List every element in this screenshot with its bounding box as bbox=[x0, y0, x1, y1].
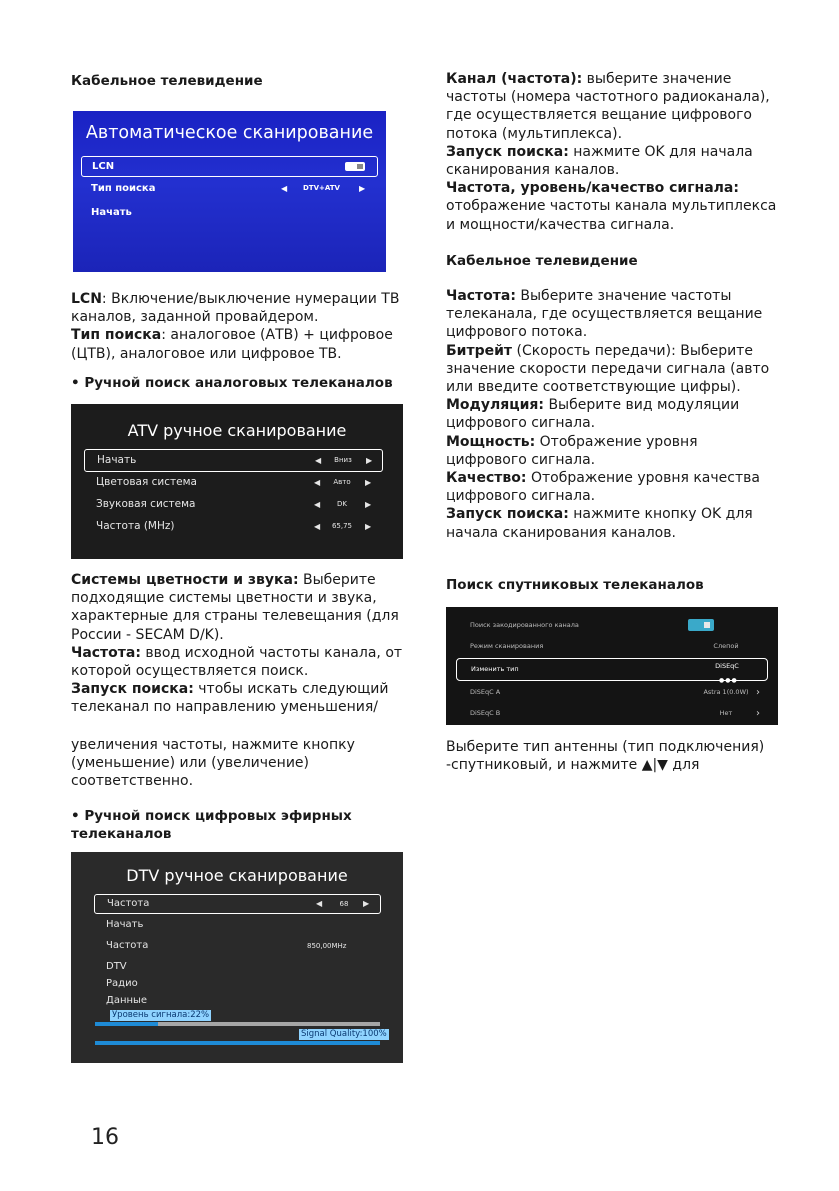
paragraph-lcn bbox=[71, 290, 411, 363]
menu-row-frequency bbox=[94, 937, 381, 955]
row-label: Частота bbox=[106, 940, 149, 951]
paragraph-antenna-type: Выберите тип антенны (тип подключения) -спутниковый, и нажмите ▲|▼ для bbox=[446, 739, 765, 774]
signal-quality-bar bbox=[95, 1041, 380, 1045]
row-value: 68 bbox=[339, 900, 349, 908]
row-label: LCN bbox=[92, 161, 115, 172]
row-label: Режим сканирования bbox=[470, 642, 544, 650]
row-label: DiSEqC B bbox=[470, 709, 501, 717]
menu-row-diseqc-b[interactable] bbox=[456, 703, 768, 724]
menu-row-scan-mode[interactable] bbox=[456, 636, 768, 657]
definition: (Скорость передачи): Выберите значение скорости передачи сигнала (авто или введите соответствующие цифры). bbox=[446, 342, 770, 396]
toggle-switch[interactable] bbox=[688, 619, 714, 631]
row-value: Авто bbox=[333, 478, 351, 486]
row-value: DTV+ATV bbox=[303, 184, 340, 192]
arrow-left-icon[interactable]: ◀ bbox=[314, 522, 321, 531]
definition: чтобы искать следующий телеканал по направлению уменьшения/ bbox=[71, 681, 389, 716]
chevron-right-icon[interactable]: › bbox=[756, 687, 760, 698]
term: Частота: bbox=[71, 644, 141, 661]
signal-quality-fill bbox=[95, 1041, 380, 1045]
menu-row-lcn[interactable] bbox=[81, 156, 378, 177]
arrow-left-icon[interactable]: ◀ bbox=[314, 478, 321, 487]
arrow-left-icon[interactable]: ◀ bbox=[316, 899, 323, 908]
signal-level-label: Уровень сигнала:22% bbox=[112, 1010, 210, 1020]
heading-manual-analog: • Ручной поиск аналоговых телеканалов bbox=[71, 375, 393, 391]
menu-row-start[interactable] bbox=[84, 449, 383, 472]
term: LCN bbox=[71, 291, 102, 307]
row-label: Тип поиска bbox=[91, 183, 156, 194]
row-value: Слепой bbox=[713, 642, 739, 650]
row-value: 65,75 bbox=[331, 522, 353, 530]
row-label: Данные bbox=[106, 995, 148, 1006]
term: Частота: bbox=[446, 288, 516, 304]
arrow-right-icon[interactable]: ▶ bbox=[365, 522, 372, 531]
chevron-right-icon[interactable]: › bbox=[756, 708, 760, 719]
heading-manual-digital: • Ручной поиск цифровых эфирных телеканалов bbox=[71, 808, 352, 842]
term: Канал (частота): bbox=[446, 71, 583, 87]
term: Модуляция: bbox=[446, 397, 544, 414]
row-label: Начать bbox=[106, 919, 144, 930]
row-label: Начать bbox=[91, 207, 132, 218]
row-label: Частота (MHz) bbox=[96, 520, 175, 532]
heading-cable-tv-right: Кабельное телевидение bbox=[446, 253, 638, 269]
screenshot-auto-scan bbox=[73, 111, 386, 272]
definition: Выберите вид модуляции цифрового сигнала. bbox=[446, 397, 740, 432]
screenshot-satellite-scan bbox=[446, 607, 778, 725]
definition: Выберите подходящие системы цветности и звука, характерные для страны телевещания (для России - SECAM D/K). bbox=[71, 572, 399, 643]
screenshot-atv-scan bbox=[71, 404, 403, 559]
arrow-right-icon[interactable]: ▶ bbox=[365, 478, 372, 487]
definition: нажмите OK для начала сканирования каналов. bbox=[446, 143, 753, 179]
row-value: 850,00MHz bbox=[307, 942, 347, 950]
definition: Отображение уровня цифрового сигнала. bbox=[446, 433, 698, 468]
row-value: DiSEqC bbox=[715, 662, 739, 670]
screen-title: Автоматическое сканирование bbox=[85, 123, 374, 143]
term: Запуск поиска: bbox=[71, 681, 194, 698]
row-value: Нет bbox=[719, 709, 733, 717]
definition: выберите значение частоты (номера частотного радиоканала), где осуществляется вещание цифрового потока (мультиплекса). bbox=[446, 71, 770, 142]
definition: отображение частоты канала мультиплекса и мощности/качества сигнала. bbox=[446, 198, 777, 233]
menu-row-start[interactable] bbox=[94, 916, 381, 934]
menu-row-change-type[interactable] bbox=[456, 658, 768, 684]
signal-quality-label: Signal Quality:100% bbox=[301, 1029, 387, 1039]
row-label: DiSEqC A bbox=[470, 688, 501, 696]
menu-row-search-type[interactable] bbox=[81, 179, 378, 198]
menu-row-data bbox=[94, 992, 381, 1010]
term: Запуск поиска: bbox=[446, 506, 569, 523]
term: Тип поиска bbox=[71, 327, 162, 344]
menu-row-radio bbox=[94, 975, 381, 993]
term: Битрейт bbox=[446, 342, 513, 359]
arrow-left-icon[interactable]: ◀ bbox=[281, 184, 288, 193]
row-value: DK bbox=[337, 500, 347, 508]
menu-row-frequency[interactable] bbox=[84, 516, 383, 537]
menu-row-color-system[interactable] bbox=[84, 472, 383, 493]
menu-row-diseqc-a[interactable] bbox=[456, 682, 768, 703]
row-label: Звуковая система bbox=[96, 498, 196, 510]
row-label: Изменить тип bbox=[471, 665, 519, 673]
arrow-right-icon[interactable]: ▶ bbox=[365, 500, 372, 509]
heading-satellite: Поиск спутниковых телеканалов bbox=[446, 577, 704, 593]
definition: ввод исходной частоты канала, от которой осуществляется поиск. bbox=[71, 644, 403, 680]
row-label: DTV bbox=[106, 961, 127, 972]
paragraph-cable-settings bbox=[446, 287, 781, 542]
page-number: 16 bbox=[91, 1125, 119, 1150]
row-label: Начать bbox=[97, 454, 137, 466]
definition: Выберите значение частоты телеканала, где осуществляется вещание цифрового потока. bbox=[446, 288, 763, 341]
term: Запуск поиска: bbox=[446, 143, 569, 160]
menu-row-encrypted[interactable] bbox=[456, 615, 768, 636]
definition: Отображение уровня качества цифрового сигнала. bbox=[446, 470, 760, 505]
definition: : аналоговое (АТВ) + цифровое (ЦТВ), аналоговое или цифровое ТВ. bbox=[71, 327, 393, 362]
toggle-switch[interactable] bbox=[345, 162, 365, 171]
menu-row-dtv bbox=[94, 958, 381, 976]
term: Системы цветности и звука: bbox=[71, 572, 299, 588]
arrow-right-icon[interactable]: ▶ bbox=[366, 456, 373, 465]
definition: нажмите кнопку OK для начала сканирования каналов. bbox=[446, 506, 753, 541]
row-label: Цветовая система bbox=[96, 476, 197, 488]
paragraph-search-direction: увеличения частоты, нажмите кнопку (уменьшение) или (увеличение) соответственно. bbox=[71, 737, 355, 790]
dots-indicator: ●●● bbox=[719, 677, 738, 684]
paragraph-color-sound bbox=[71, 571, 409, 717]
paragraph-channel-frequency bbox=[446, 70, 781, 234]
menu-row-sound-system[interactable] bbox=[84, 494, 383, 515]
term: Частота, уровень/качество сигнала: bbox=[446, 180, 739, 197]
term: Качество: bbox=[446, 470, 527, 487]
row-label: Частота bbox=[107, 898, 150, 909]
menu-row-channel[interactable] bbox=[94, 894, 381, 914]
arrow-left-icon[interactable]: ◀ bbox=[314, 500, 321, 509]
screen-title: ATV ручное сканирование bbox=[127, 421, 347, 440]
screenshot-dtv-scan bbox=[71, 852, 403, 1063]
screen-title: DTV ручное сканирование bbox=[126, 866, 348, 885]
menu-row-start[interactable] bbox=[81, 203, 378, 222]
arrow-left-icon[interactable]: ◀ bbox=[315, 456, 322, 465]
row-value: Astra 1(0.0W) bbox=[703, 688, 749, 696]
row-label: Радио bbox=[106, 978, 138, 989]
arrow-right-icon[interactable]: ▶ bbox=[363, 899, 370, 908]
definition: : Включение/выключение нумерации ТВ каналов, заданной провайдером. bbox=[71, 291, 400, 326]
heading-cable-tv-left: Кабельное телевидение bbox=[71, 73, 263, 89]
arrow-right-icon[interactable]: ▶ bbox=[359, 184, 366, 193]
term: Мощность: bbox=[446, 433, 536, 450]
signal-level-fill bbox=[95, 1022, 158, 1026]
signal-level-bar bbox=[95, 1022, 380, 1026]
row-label: Поиск закодированного канала bbox=[470, 621, 579, 629]
row-value: Вниз bbox=[334, 456, 352, 464]
